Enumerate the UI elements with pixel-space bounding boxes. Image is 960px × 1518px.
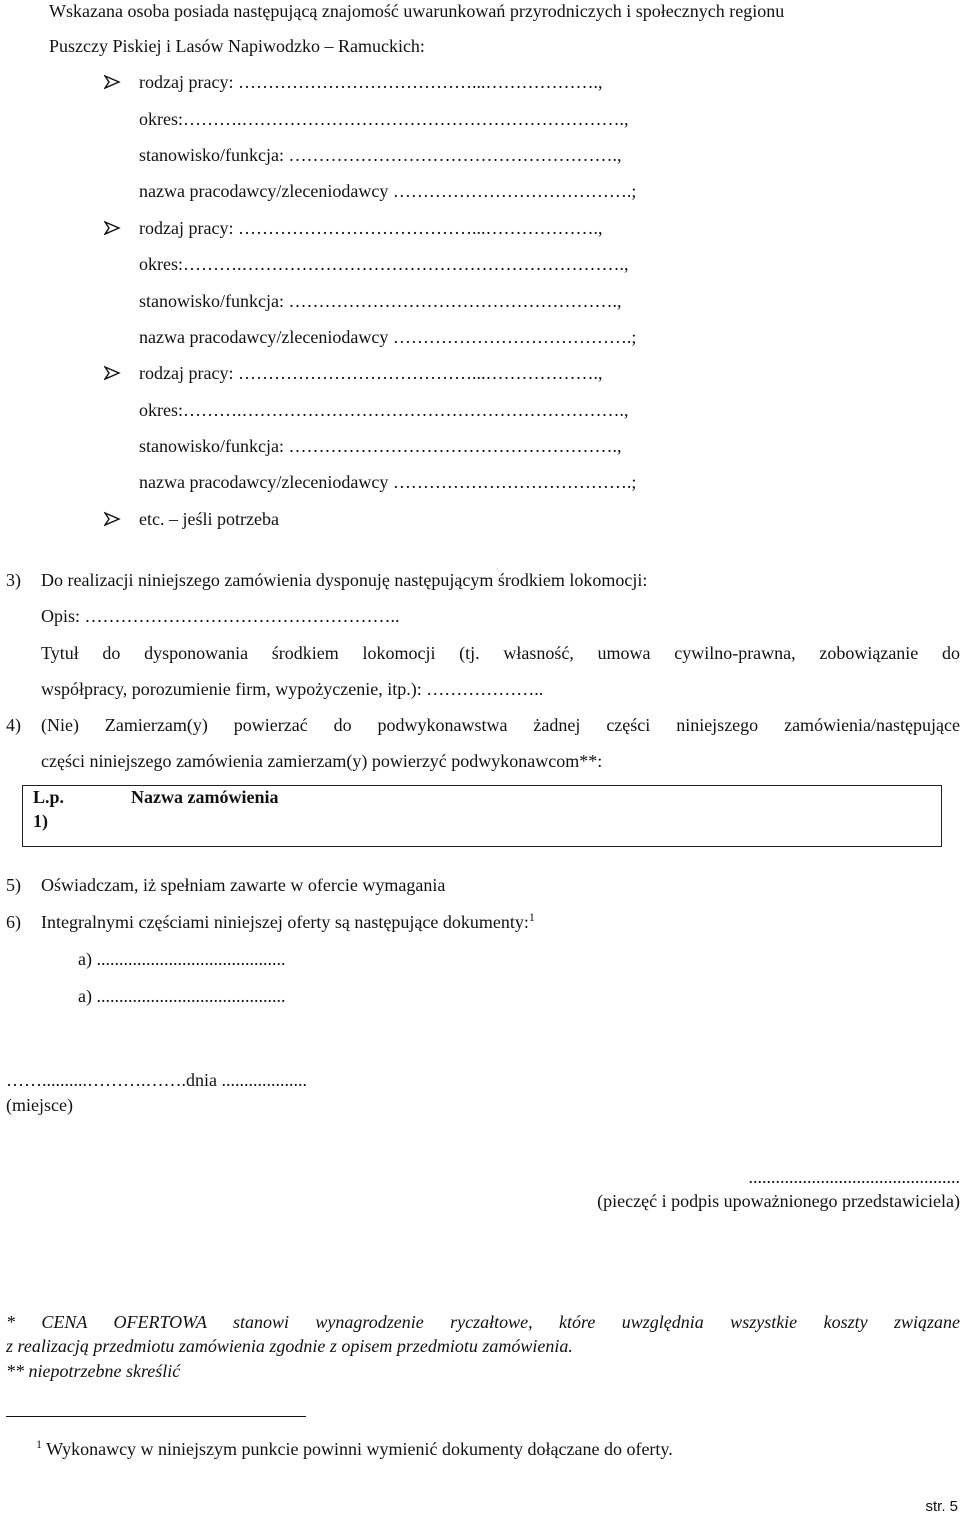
- section-4-line-1: (Nie) Zamierzam(y) powierzać do podwykonawstwa żadnej części niniejszego zamówienia/następujące: [41, 714, 960, 736]
- table-row: [23, 810, 942, 847]
- arrow-bullet-icon: [104, 508, 124, 530]
- note-cena-line-2: z realizacją przedmiotu zamówienia zgodnie z opisem przedmiotu zamówienia.: [6, 1335, 573, 1357]
- section-3-number: 3): [6, 569, 21, 591]
- section-6-text: Integralnymi częściami niniejszej oferty są następujące dokumenty:: [41, 912, 529, 932]
- entry-3-nazwa: nazwa pracodawcy/zleceniodawcy ………………………………….;: [139, 471, 636, 493]
- entry-1-okres: okres:……….……………………………………………………….,: [139, 108, 629, 130]
- entry-3-rodzaj: rodzaj pracy: …………………………………...……………….,: [139, 362, 602, 384]
- section-6-item-2: a) ..........................................: [78, 985, 285, 1007]
- page-number: str. 5: [925, 1496, 958, 1518]
- entry-2-nazwa: nazwa pracodawcy/zleceniodawcy ………………………………….;: [139, 326, 636, 348]
- etc-note: etc. – jeśli potrzeba: [139, 508, 279, 530]
- signature-dots: ...............................................: [749, 1166, 960, 1188]
- section-6-item-1: a) ..........................................: [78, 948, 285, 970]
- arrow-bullet-icon: [104, 217, 124, 239]
- signature-label: (pieczęć i podpis upoważnionego przedstawiciela): [597, 1190, 960, 1212]
- table-header-lp: L.p.: [23, 786, 122, 811]
- section-6-footnote-ref: 1: [529, 910, 535, 924]
- arrow-bullet-icon: [104, 362, 124, 384]
- table-cell-lp: 1): [23, 810, 122, 847]
- intro-line-1: Wskazana osoba posiada następującą znajomość uwarunkowań przyrodniczych i społecznych regionu: [49, 0, 784, 22]
- section-4-number: 4): [6, 714, 21, 736]
- entry-3-okres: okres:……….……………………………………………………….,: [139, 399, 629, 421]
- table-cell-nazwa: [121, 810, 942, 847]
- section-3-title: Do realizacji niniejszego zamówienia dysponuję następującym środkiem lokomocji:: [41, 569, 647, 591]
- entry-1-stanowisko: stanowisko/funkcja: ……………………………………………….,: [139, 144, 621, 166]
- section-3-tytul-line-2: współpracy, porozumienie firm, wypożyczenie, itp.): ………………..: [41, 678, 543, 700]
- section-6-text-line: [41, 911, 535, 933]
- footnote-text: Wykonawcy w niniejszym punkcie powinni wymienić dokumenty dołączane do oferty.: [42, 1439, 673, 1459]
- section-3-opis: Opis: ……………………………………………..: [41, 605, 400, 627]
- entry-1-nazwa: nazwa pracodawcy/zleceniodawcy ………………………………….;: [139, 180, 636, 202]
- table-header-row: [23, 786, 942, 811]
- note-cena-line-1: * CENA OFERTOWA stanowi wynagrodzenie ryczałtowe, które uwzględnia wszystkie koszty związane: [6, 1311, 960, 1333]
- intro-line-2: Puszczy Piskiej i Lasów Napiwodzko – Ramuckich:: [49, 35, 425, 57]
- section-3-tytul-line-1: Tytuł do dysponowania środkiem lokomocji (tj. własność, umowa cywilno-prawna, zobowiązanie do: [41, 642, 960, 664]
- section-5-text: Oświadczam, iż spełniam zawarte w ofercie wymagania: [41, 874, 445, 896]
- footnote: [36, 1438, 673, 1460]
- subcontractor-table: [22, 785, 942, 847]
- entry-3-stanowisko: stanowisko/funkcja: ……………………………………………….,: [139, 435, 621, 457]
- place-label: (miejsce): [6, 1094, 73, 1116]
- entry-2-rodzaj: rodzaj pracy: …………………………………...……………….,: [139, 217, 602, 239]
- section-6-number: 6): [6, 911, 21, 933]
- table-header-nazwa: Nazwa zamówienia: [121, 786, 942, 811]
- entry-2-okres: okres:……….……………………………………………………….,: [139, 253, 629, 275]
- entry-2-stanowisko: stanowisko/funkcja: ……………………………………………….,: [139, 290, 621, 312]
- section-4-line-2: części niniejszego zamówienia zamierzam(y) powierzyć podwykonawcom**:: [41, 750, 602, 772]
- note-niepotrzebne: ** niepotrzebne skreślić: [6, 1360, 180, 1382]
- entry-1-rodzaj: rodzaj pracy: …………………………………...……………….,: [139, 71, 602, 93]
- arrow-bullet-icon: [104, 71, 124, 93]
- section-5-number: 5): [6, 874, 21, 896]
- footnote-mark: 1: [36, 1437, 42, 1451]
- place-date-line: ……..........……….…….dnia ...................: [6, 1069, 307, 1091]
- footnote-divider: [6, 1416, 306, 1417]
